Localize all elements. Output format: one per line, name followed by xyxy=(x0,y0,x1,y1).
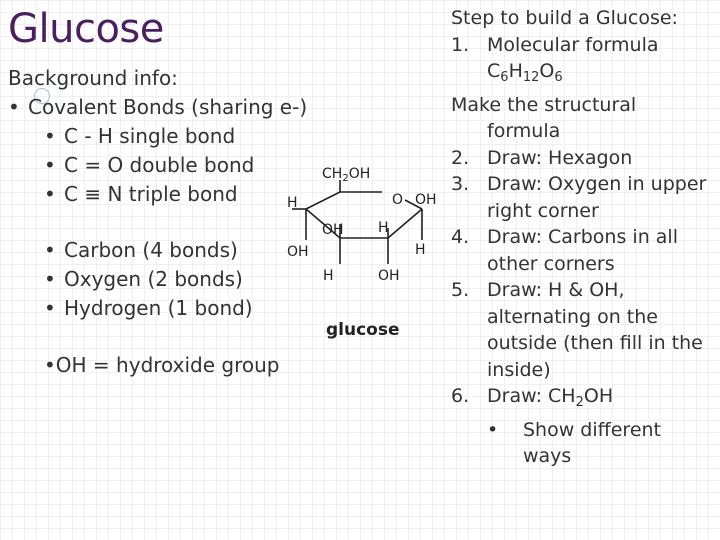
sub-bullet-item-continued: ways xyxy=(523,445,572,467)
ring-oxygen-label: O xyxy=(392,192,404,208)
element-item: • Oxygen (2 bonds) xyxy=(44,267,243,291)
make-structural-text: Make the structural xyxy=(451,93,637,116)
page-title: Glucose xyxy=(8,6,164,52)
background-info-section xyxy=(8,64,308,380)
step-item: 2. Draw: Hexagon xyxy=(451,146,633,169)
steps-heading: Step to build a Glucose: xyxy=(451,7,678,29)
step-item: 1. Molecular formula xyxy=(451,33,659,56)
make-structural-text: formula xyxy=(487,120,561,142)
step-item-continued: alternating on the xyxy=(487,305,658,328)
ch2oh-label: $CH_2OH$ xyxy=(322,166,371,184)
hydroxyl-label: OH xyxy=(415,192,437,208)
hydroxide-note: •OH = hydroxide group xyxy=(44,353,280,377)
element-item: • Hydrogen (1 bond) xyxy=(44,296,253,320)
element-item: • Carbon (4 bonds) xyxy=(44,238,238,262)
bond-type-item: • C ≡ N triple bond xyxy=(44,182,238,206)
hydroxyl-label: OH xyxy=(287,244,309,260)
hydroxyl-label: OH xyxy=(378,268,400,284)
hydroxyl-label: OH xyxy=(322,222,344,238)
step-item-continued: outside (then fill in the xyxy=(487,332,703,354)
step-item: 5. Draw: H & OH, xyxy=(451,279,625,301)
background-heading: Background info: xyxy=(8,66,178,90)
hydrogen-label: H xyxy=(323,268,334,284)
step-item-continued: other corners xyxy=(487,252,615,275)
step-item: 3. Draw: Oxygen in upper xyxy=(451,173,707,195)
glucose-structure-diagram xyxy=(270,140,450,350)
step-item: 6. Draw: $CH_2OH$ xyxy=(451,385,614,410)
step-item-continued: right corner xyxy=(487,199,599,222)
bond-type-item: • C = O double bond xyxy=(44,153,255,177)
covalent-bonds-item: • Covalent Bonds (sharing e-) xyxy=(8,95,308,119)
step-item: 4. Draw: Carbons in all xyxy=(451,226,678,248)
hydrogen-label: H xyxy=(415,242,426,258)
glucose-caption: glucose xyxy=(326,320,400,340)
sub-bullet-item: • Show different xyxy=(487,418,662,441)
step-item-continued: inside) xyxy=(487,358,551,381)
build-steps-section xyxy=(451,5,719,470)
molecular-formula: $C_6H_{12}O_6$ xyxy=(487,60,563,85)
hydrogen-label: H xyxy=(378,220,389,236)
hydrogen-label: H xyxy=(287,195,298,211)
bond-type-item: • C - H single bond xyxy=(44,124,236,148)
